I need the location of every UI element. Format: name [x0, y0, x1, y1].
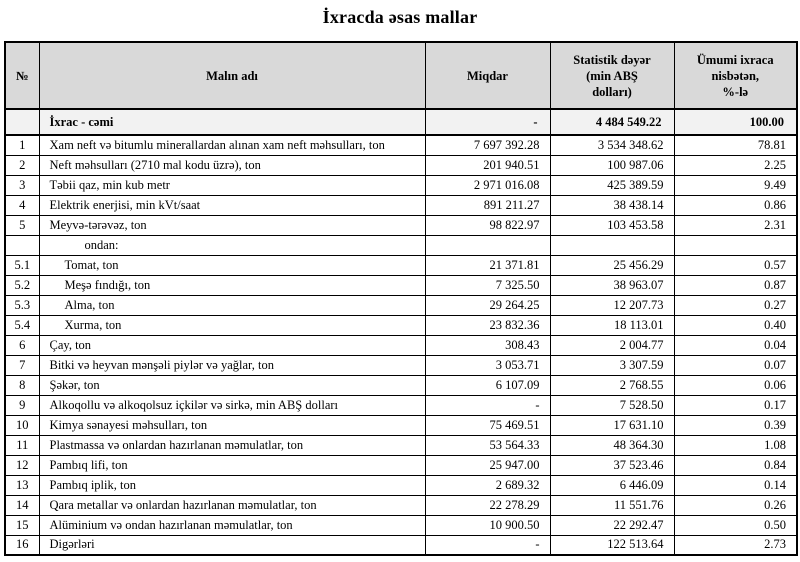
percent-cell: 2.31	[674, 215, 797, 235]
stat-value-cell: 3 534 348.62	[550, 135, 674, 155]
percent-cell: 0.07	[674, 355, 797, 375]
row-number-cell: 5.3	[5, 295, 39, 315]
item-name-cell: Çay, ton	[39, 335, 425, 355]
quantity-cell: 53 564.33	[425, 435, 550, 455]
quantity-cell: 7 697 392.28	[425, 135, 550, 155]
header-item-name-label: Malın adı	[206, 68, 258, 83]
item-name-cell: Bitki və heyvan mənşəli piylər və yağlar, ton	[39, 355, 425, 375]
row-number-cell: 8	[5, 375, 39, 395]
table-row	[5, 375, 797, 395]
quantity-cell: 6 107.09	[425, 375, 550, 395]
item-name-cell: Digərləri	[39, 535, 425, 555]
table-row	[5, 335, 797, 355]
table-row	[5, 315, 797, 335]
quantity-cell: -	[425, 109, 550, 135]
table-row	[5, 495, 797, 515]
row-number-cell: 3	[5, 175, 39, 195]
percent-cell	[674, 235, 797, 255]
item-name-cell: Qara metallar və onlardan hazırlanan məmulatlar, ton	[39, 495, 425, 515]
item-name-cell: Kimya sənayesi məhsulları, ton	[39, 415, 425, 435]
quantity-cell: 29 264.25	[425, 295, 550, 315]
stat-value-cell: 103 453.58	[550, 215, 674, 235]
row-number-cell: 2	[5, 155, 39, 175]
header-stat-value-line2: (min ABŞ	[586, 68, 638, 83]
item-name-cell: Neft məhsulları (2710 mal kodu üzrə), ton	[39, 155, 425, 175]
total-row	[5, 109, 797, 135]
header-number-label: №	[15, 68, 29, 83]
stat-value-cell: 122 513.64	[550, 535, 674, 555]
percent-cell: 100.00	[674, 109, 797, 135]
quantity-cell: -	[425, 395, 550, 415]
stat-value-cell: 2 004.77	[550, 335, 674, 355]
item-name-cell: Meyvə-tərəvəz, ton	[39, 215, 425, 235]
percent-cell: 9.49	[674, 175, 797, 195]
header-quantity-label: Miqdar	[467, 68, 508, 83]
row-number-cell: 11	[5, 435, 39, 455]
percent-cell: 0.87	[674, 275, 797, 295]
quantity-cell	[425, 235, 550, 255]
row-number-cell: 5	[5, 215, 39, 235]
quantity-cell: 7 325.50	[425, 275, 550, 295]
item-name-cell: Plastmassa və onlardan hazırlanan məmulatlar, ton	[39, 435, 425, 455]
stat-value-cell: 100 987.06	[550, 155, 674, 175]
row-number-cell: 6	[5, 335, 39, 355]
row-number-cell: 12	[5, 455, 39, 475]
item-name-cell: Şəkər, ton	[39, 375, 425, 395]
percent-cell: 1.08	[674, 435, 797, 455]
row-number-cell: 1	[5, 135, 39, 155]
row-number-cell	[5, 109, 39, 135]
row-number-cell: 16	[5, 535, 39, 555]
item-name-cell: Xurma, ton	[39, 315, 425, 335]
stat-value-cell: 12 207.73	[550, 295, 674, 315]
percent-cell: 0.57	[674, 255, 797, 275]
row-number-cell: 13	[5, 475, 39, 495]
percent-cell: 0.84	[674, 455, 797, 475]
header-stat-value	[550, 42, 674, 109]
page-title: İxracda əsas mallar	[322, 7, 478, 27]
percent-cell: 0.17	[674, 395, 797, 415]
table-row	[5, 435, 797, 455]
quantity-cell: 23 832.36	[425, 315, 550, 335]
header-quantity	[425, 42, 550, 109]
table-row	[5, 135, 797, 155]
quantity-cell: 2 971 016.08	[425, 175, 550, 195]
item-name-cell: Pambıq iplik, ton	[39, 475, 425, 495]
stat-value-cell	[550, 235, 674, 255]
percent-cell: 2.73	[674, 535, 797, 555]
row-number-cell	[5, 235, 39, 255]
item-name-cell: Xam neft və bitumlu minerallardan alınan xam neft məhsulları, ton	[39, 135, 425, 155]
header-stat-value-line3: dolları)	[592, 84, 632, 99]
stat-value-cell: 37 523.46	[550, 455, 674, 475]
row-number-cell: 7	[5, 355, 39, 375]
item-name-cell: Meşə fındığı, ton	[39, 275, 425, 295]
quantity-cell: 21 371.81	[425, 255, 550, 275]
table-row	[5, 395, 797, 415]
stat-value-cell: 6 446.09	[550, 475, 674, 495]
header-export-share-line3: %-lə	[722, 84, 749, 99]
quantity-cell: 22 278.29	[425, 495, 550, 515]
stat-value-cell: 38 438.14	[550, 195, 674, 215]
percent-cell: 0.39	[674, 415, 797, 435]
quantity-cell: 891 211.27	[425, 195, 550, 215]
table-row	[5, 175, 797, 195]
item-name-cell: Alüminium və ondan hazırlanan məmulatlar, ton	[39, 515, 425, 535]
table-row	[5, 415, 797, 435]
item-name-cell: Elektrik enerjisi, min kVt/saat	[39, 195, 425, 215]
table-row	[5, 235, 797, 255]
stat-value-cell: 17 631.10	[550, 415, 674, 435]
row-number-cell: 15	[5, 515, 39, 535]
item-name-cell: Alma, ton	[39, 295, 425, 315]
percent-cell: 0.50	[674, 515, 797, 535]
header-item-name	[39, 42, 425, 109]
stat-value-cell: 425 389.59	[550, 175, 674, 195]
row-number-cell: 9	[5, 395, 39, 415]
item-name-cell: Təbii qaz, min kub metr	[39, 175, 425, 195]
table-row	[5, 295, 797, 315]
stat-value-cell: 48 364.30	[550, 435, 674, 455]
header-export-share	[674, 42, 797, 109]
percent-cell: 0.27	[674, 295, 797, 315]
stat-value-cell: 7 528.50	[550, 395, 674, 415]
table-row	[5, 155, 797, 175]
exports-table	[4, 41, 798, 556]
table-row	[5, 535, 797, 555]
percent-cell: 0.26	[674, 495, 797, 515]
item-name-cell: Tomat, ton	[39, 255, 425, 275]
stat-value-cell: 4 484 549.22	[550, 109, 674, 135]
table-body	[5, 109, 797, 555]
quantity-cell: 98 822.97	[425, 215, 550, 235]
row-number-cell: 5.1	[5, 255, 39, 275]
table-row	[5, 195, 797, 215]
row-number-cell: 4	[5, 195, 39, 215]
table-row	[5, 475, 797, 495]
table-row	[5, 215, 797, 235]
table-row	[5, 355, 797, 375]
header-stat-value-line1: Statistik dəyər	[573, 52, 651, 67]
item-name-cell: Alkoqollu və alkoqolsuz içkilər və sirkə, min ABŞ dolları	[39, 395, 425, 415]
quantity-cell: 25 947.00	[425, 455, 550, 475]
stat-value-cell: 18 113.01	[550, 315, 674, 335]
stat-value-cell: 3 307.59	[550, 355, 674, 375]
quantity-cell: 3 053.71	[425, 355, 550, 375]
percent-cell: 0.86	[674, 195, 797, 215]
row-number-cell: 14	[5, 495, 39, 515]
table-row	[5, 255, 797, 275]
table-row	[5, 455, 797, 475]
item-name-cell: İxrac - cəmi	[39, 109, 425, 135]
table-row	[5, 515, 797, 535]
quantity-cell: 10 900.50	[425, 515, 550, 535]
quantity-cell: 201 940.51	[425, 155, 550, 175]
quantity-cell: 308.43	[425, 335, 550, 355]
quantity-cell: 2 689.32	[425, 475, 550, 495]
header-export-share-line1: Ümumi ixraca	[696, 52, 774, 67]
table-header-row	[5, 42, 797, 109]
item-name-cell: Pambıq lifi, ton	[39, 455, 425, 475]
item-name-cell: ondan:	[39, 235, 425, 255]
percent-cell: 0.04	[674, 335, 797, 355]
stat-value-cell: 38 963.07	[550, 275, 674, 295]
stat-value-cell: 11 551.76	[550, 495, 674, 515]
percent-cell: 0.14	[674, 475, 797, 495]
percent-cell: 2.25	[674, 155, 797, 175]
table-row	[5, 275, 797, 295]
quantity-cell: -	[425, 535, 550, 555]
row-number-cell: 5.4	[5, 315, 39, 335]
quantity-cell: 75 469.51	[425, 415, 550, 435]
percent-cell: 0.40	[674, 315, 797, 335]
stat-value-cell: 25 456.29	[550, 255, 674, 275]
percent-cell: 78.81	[674, 135, 797, 155]
row-number-cell: 5.2	[5, 275, 39, 295]
stat-value-cell: 22 292.47	[550, 515, 674, 535]
row-number-cell: 10	[5, 415, 39, 435]
percent-cell: 0.06	[674, 375, 797, 395]
stat-value-cell: 2 768.55	[550, 375, 674, 395]
header-number	[5, 42, 39, 109]
header-export-share-line2: nisbətən,	[711, 68, 760, 83]
